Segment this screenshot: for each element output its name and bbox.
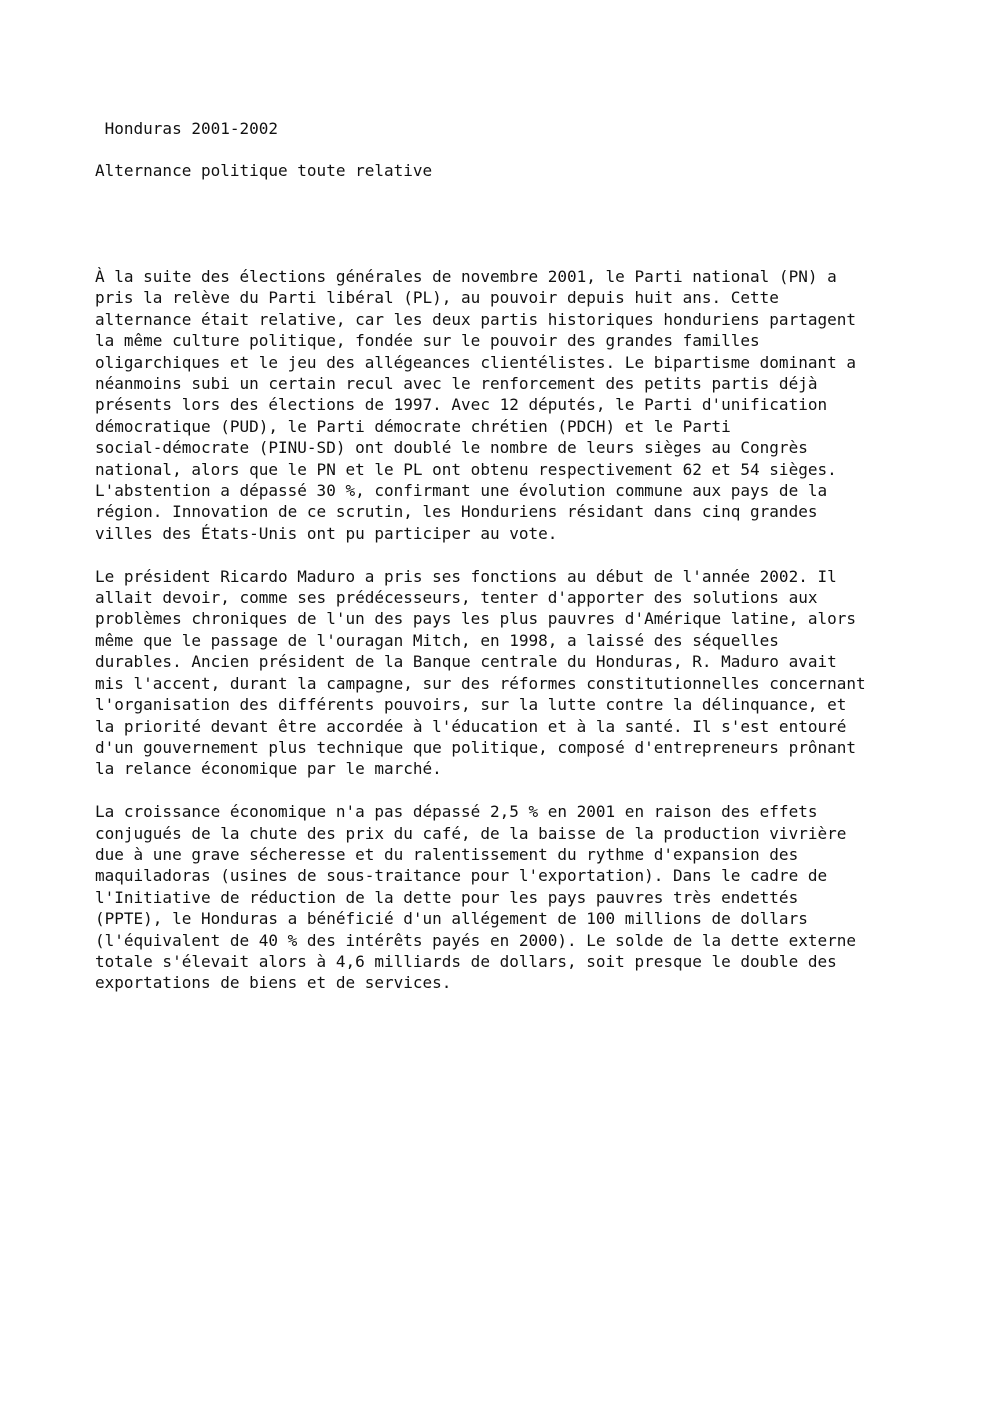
paragraph-line: durables. Ancien président de la Banque centrale du Honduras, R. Maduro avait — [95, 652, 837, 672]
paragraph-line: pris la relève du Parti libéral (PL), au pouvoir depuis huit ans. Cette — [95, 288, 779, 308]
document-title: Honduras 2001-2002 — [95, 119, 279, 138]
paragraph-line: l'Initiative de réduction de la dette pour les pays pauvres très endettés — [95, 887, 799, 907]
paragraph-line: l'organisation des différents pouvoirs, sur la lutte contre la délinquance, et — [95, 695, 847, 715]
body-paragraph — [95, 266, 975, 544]
paragraph-line: villes des États-Unis ont pu participer au vote. — [95, 523, 558, 543]
body-paragraph — [95, 566, 975, 780]
paragraph-line: allait devoir, comme ses prédécesseurs, tenter d'apporter des solutions aux — [95, 588, 818, 608]
paragraph-line: conjugués de la chute des prix du café, de la baisse de la production vivrière — [95, 823, 847, 843]
paragraph-line: (l'équivalent de 40 % des intérêts payés en 2000). Le solde de la dette externe — [95, 930, 856, 950]
paragraph-line: oligarchiques et le jeu des allégeances clientélistes. Le bipartisme dominant a — [95, 352, 856, 372]
paragraph-line: problèmes chroniques de l'un des pays les plus pauvres d'Amérique latine, alors — [95, 609, 856, 629]
paragraph-line: d'un gouvernement plus technique que politique, composé d'entrepreneurs prônant — [95, 737, 856, 757]
paragraph-line: À la suite des élections générales de novembre 2001, le Parti national (PN) a — [95, 267, 837, 286]
paragraph-line: alternance était relative, car les deux partis historiques honduriens partagent — [95, 309, 856, 329]
paragraph-line: présents lors des élections de 1997. Avec 12 députés, le Parti d'unification — [95, 395, 828, 415]
document-subtitle: Alternance politique toute relative — [95, 161, 433, 180]
paragraph-line: national, alors que le PN et le PL ont obtenu respectivement 62 et 54 sièges. — [95, 459, 837, 479]
paragraph-line: totale s'élevait alors à 4,6 milliards de dollars, soit presque le double des — [95, 951, 837, 971]
paragraph-line: Le président Ricardo Maduro a pris ses fonctions au début de l'année 2002. Il — [95, 566, 837, 586]
paragraph-line: la même culture politique, fondée sur le pouvoir des grandes familles — [95, 331, 760, 351]
paragraph-line: démocratique (PUD), le Parti démocrate chrétien (PDCH) et le Parti — [95, 416, 731, 436]
paragraph-line: due à une grave sécheresse et du ralentissement du rythme d'expansion des — [95, 844, 799, 864]
paragraph-line: la relance économique par le marché. — [95, 759, 442, 779]
paragraph-line: néanmoins subi un certain recul avec le renforcement des petits partis déjà — [95, 374, 818, 394]
paragraph-line: social-démocrate (PINU-SD) ont doublé le nombre de leurs sièges au Congrès — [95, 438, 808, 458]
paragraph-line: même que le passage de l'ouragan Mitch, en 1998, a laissé des séquelles — [95, 630, 779, 650]
paragraph-line: région. Innovation de ce scrutin, les Honduriens résidant dans cinq grandes — [95, 502, 818, 522]
paragraph-line: mis l'accent, durant la campagne, sur des réformes constitutionnelles concernant — [95, 673, 866, 693]
paragraph-line: exportations de biens et de services. — [95, 973, 452, 993]
paragraph-line: (PPTE), le Honduras a bénéficié d'un allégement de 100 millions de dollars — [95, 909, 808, 929]
paragraph-line: maquiladoras (usines de sous-traitance pour l'exportation). Dans le cadre de — [95, 866, 828, 886]
paragraph-line: L'abstention a dépassé 30 %, confirmant une évolution commune aux pays de la — [95, 481, 828, 501]
body-paragraph — [95, 801, 975, 994]
document-body — [95, 266, 975, 1015]
paragraph-line: la priorité devant être accordée à l'éducation et à la santé. Il s'est entouré — [95, 716, 847, 736]
paragraph-line: La croissance économique n'a pas dépassé 2,5 % en 2001 en raison des effets — [95, 802, 818, 822]
